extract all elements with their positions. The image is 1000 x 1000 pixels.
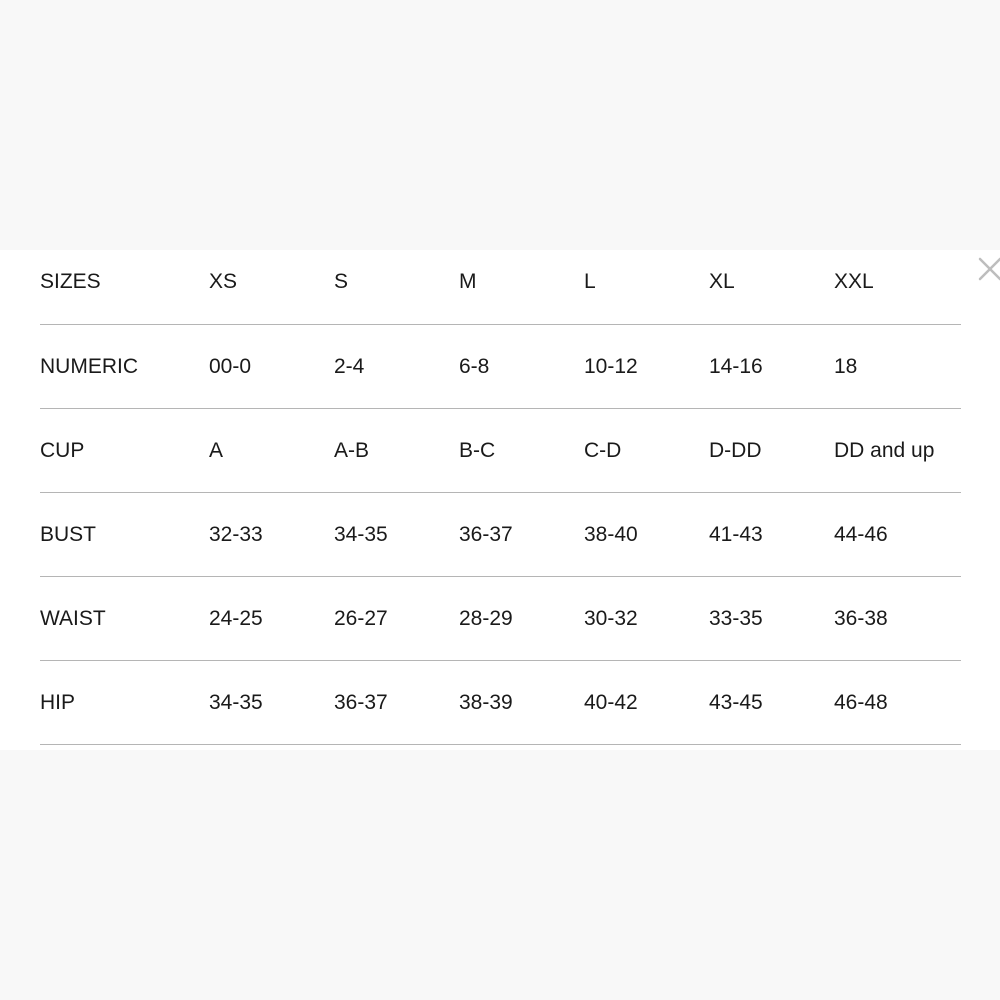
table-cell: 30-32 [584, 606, 638, 630]
table-cell: A [209, 438, 224, 462]
row-label: WAIST [40, 606, 106, 630]
table-header-row [40, 240, 961, 325]
table-row-numeric [40, 325, 961, 409]
table-cell: 00-0 [209, 354, 252, 378]
table-cell: 44-46 [834, 522, 888, 546]
table-cell: 46-48 [834, 690, 888, 714]
table-cell: 14-16 [709, 354, 763, 378]
table-cell: 32-33 [209, 522, 263, 546]
table-cell: 36-37 [334, 690, 388, 714]
table-cell: 10-12 [584, 354, 638, 378]
table-cell: B-C [459, 438, 496, 462]
table-cell: 28-29 [459, 606, 513, 630]
table-cell: 41-43 [709, 522, 763, 546]
table-cell: DD and up [834, 438, 935, 462]
table-cell: D-DD [709, 438, 762, 462]
table-cell: 34-35 [209, 690, 263, 714]
table-cell: 36-38 [834, 606, 888, 630]
table-cell: 38-39 [459, 690, 513, 714]
header-cell-xxl: XXL [834, 270, 874, 293]
size-chart-table [40, 240, 961, 745]
table-cell: 43-45 [709, 690, 763, 714]
close-icon [976, 255, 1000, 283]
table-cell: C-D [584, 438, 622, 462]
header-cell-m: M [459, 270, 477, 293]
table-cell: 24-25 [209, 606, 263, 630]
header-cell-xs: XS [209, 270, 238, 293]
table-row-cup [40, 409, 961, 493]
table-row-hip [40, 661, 961, 745]
table-cell: 6-8 [459, 354, 490, 378]
row-label: BUST [40, 522, 97, 546]
close-button[interactable] [976, 255, 1000, 283]
row-label: CUP [40, 438, 85, 462]
table-row-waist [40, 577, 961, 661]
table-cell: 40-42 [584, 690, 638, 714]
header-cell-l: L [584, 270, 596, 293]
header-cell-s: S [334, 270, 349, 293]
table-cell: 33-35 [709, 606, 763, 630]
row-label: HIP [40, 690, 76, 714]
row-label: NUMERIC [40, 354, 138, 378]
table-cell: 18 [834, 354, 858, 378]
table-cell: 38-40 [584, 522, 638, 546]
table-cell: 26-27 [334, 606, 388, 630]
table-row-bust [40, 493, 961, 577]
table-cell: A-B [334, 438, 370, 462]
header-cell-sizes: SIZES [40, 270, 101, 293]
table-cell: 36-37 [459, 522, 513, 546]
table-cell: 34-35 [334, 522, 388, 546]
header-cell-xl: XL [709, 270, 735, 293]
table-cell: 2-4 [334, 354, 365, 378]
